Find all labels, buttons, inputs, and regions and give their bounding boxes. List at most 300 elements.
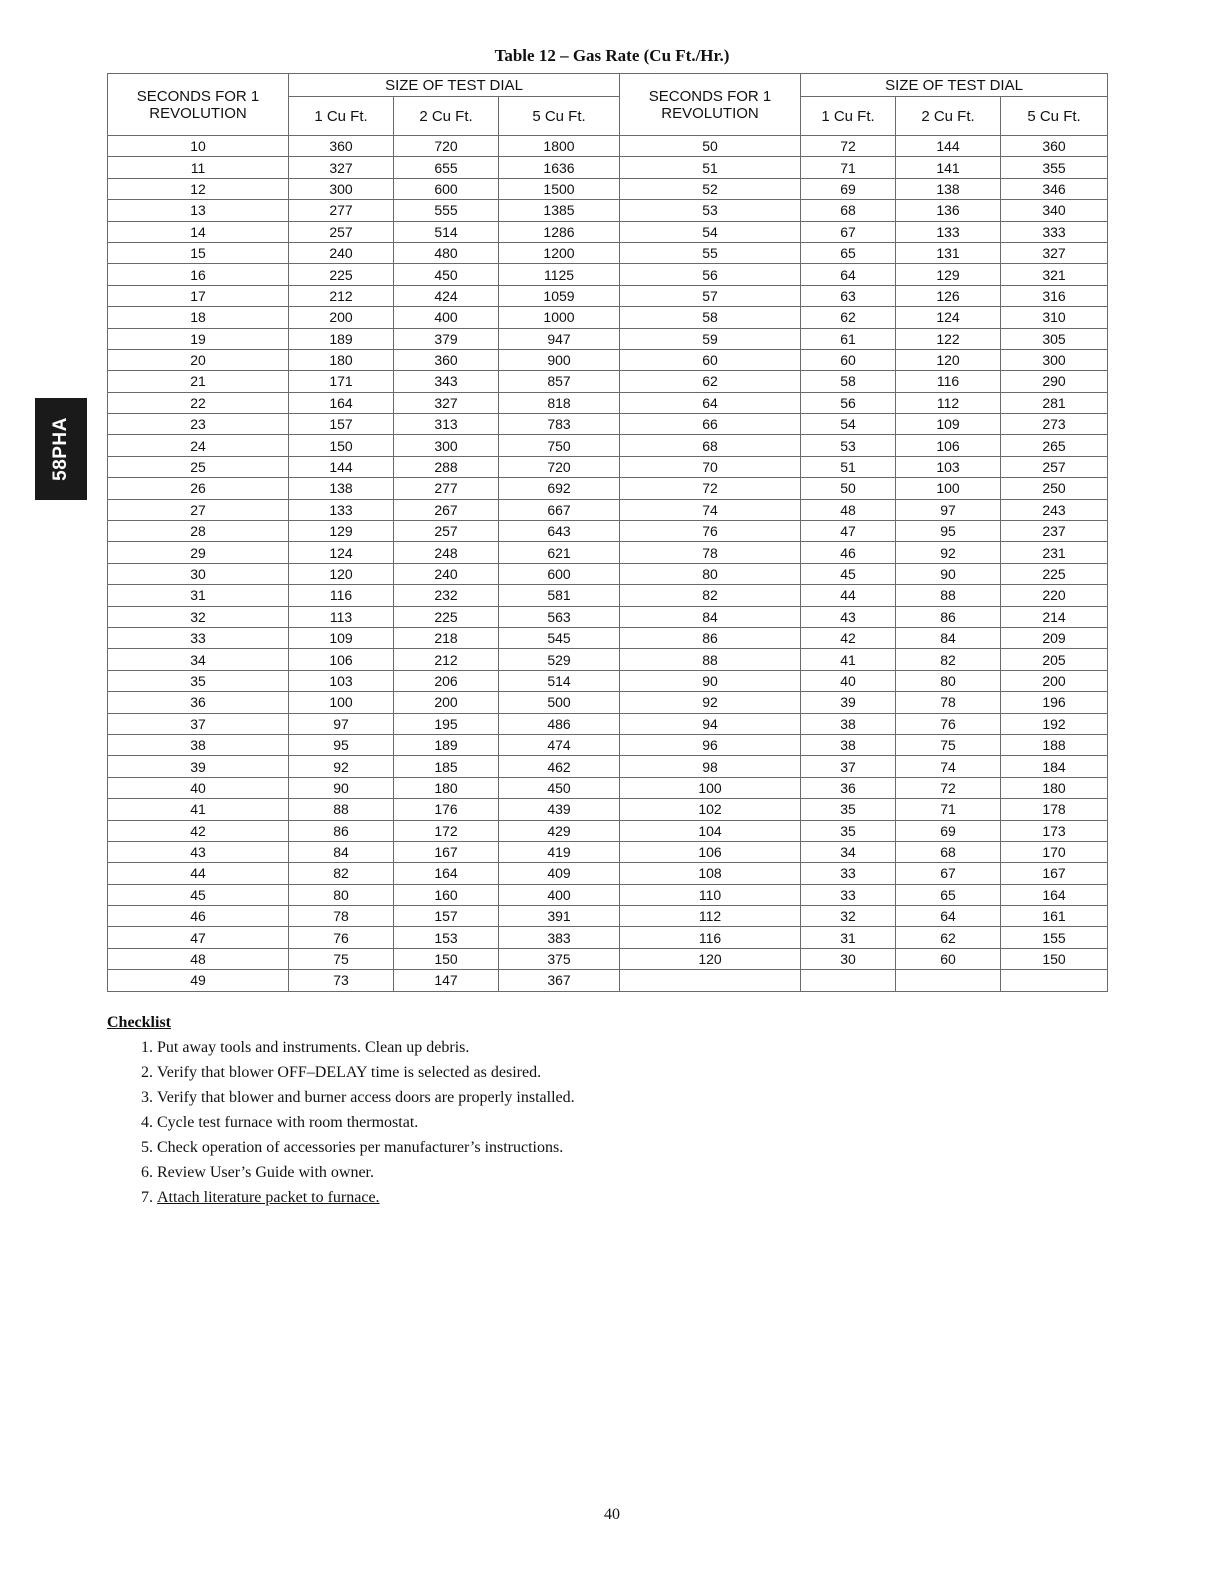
- table-row: [108, 307, 1108, 328]
- table-cell: 110: [620, 884, 801, 905]
- table-cell: 120: [620, 948, 801, 969]
- table-cell: 116: [620, 927, 801, 948]
- table-cell: 300: [289, 178, 394, 199]
- table-cell: [620, 970, 801, 991]
- table-cell: 30: [801, 948, 896, 969]
- table-cell: 150: [1001, 948, 1108, 969]
- table-cell: 33: [801, 863, 896, 884]
- header-test-dial-left: SIZE OF TEST DIAL: [289, 74, 620, 97]
- table-cell: 300: [394, 435, 499, 456]
- gas-rate-table: [107, 73, 1108, 992]
- header-5cuft-left: 5 Cu Ft.: [499, 97, 620, 136]
- table-cell: 41: [801, 649, 896, 670]
- table-row: [108, 264, 1108, 285]
- table-cell: 419: [499, 841, 620, 862]
- header-seconds-right: SECONDS FOR 1 REVOLUTION: [620, 74, 801, 136]
- table-cell: 124: [896, 307, 1001, 328]
- table-cell: 1200: [499, 242, 620, 263]
- table-cell: 643: [499, 521, 620, 542]
- table-cell: 500: [499, 692, 620, 713]
- table-row: [108, 136, 1108, 157]
- table-cell: 346: [1001, 178, 1108, 199]
- table-row: [108, 563, 1108, 584]
- table-cell: 40: [108, 777, 289, 798]
- table-cell: 480: [394, 242, 499, 263]
- table-row: [108, 606, 1108, 627]
- table-cell: 60: [896, 948, 1001, 969]
- table-cell: 555: [394, 200, 499, 221]
- checklist-item: 3. Verify that blower and burner access doors are properly installed.: [157, 1088, 577, 1108]
- table-cell: 42: [801, 627, 896, 648]
- table-row: [108, 863, 1108, 884]
- table-cell: 49: [108, 970, 289, 991]
- table-cell: 189: [394, 734, 499, 755]
- table-row: [108, 970, 1108, 991]
- table-cell: 383: [499, 927, 620, 948]
- table-cell: 195: [394, 713, 499, 734]
- table-cell: 379: [394, 328, 499, 349]
- table-row: [108, 178, 1108, 199]
- table-cell: 409: [499, 863, 620, 884]
- table-cell: 45: [108, 884, 289, 905]
- table-cell: 92: [620, 692, 801, 713]
- table-cell: 66: [620, 414, 801, 435]
- table-cell: 48: [108, 948, 289, 969]
- table-cell: 35: [801, 820, 896, 841]
- table-cell: 180: [394, 777, 499, 798]
- table-cell: 316: [1001, 285, 1108, 306]
- table-cell: 563: [499, 606, 620, 627]
- table-cell: 375: [499, 948, 620, 969]
- table-cell: 160: [394, 884, 499, 905]
- table-cell: 157: [394, 906, 499, 927]
- table-cell: 68: [801, 200, 896, 221]
- table-cell: 71: [801, 157, 896, 178]
- table-body: [108, 136, 1108, 992]
- table-cell: 100: [620, 777, 801, 798]
- checklist-item: 5. Check operation of accessories per manufacturer’s instructions.: [157, 1138, 577, 1158]
- table-cell: 38: [801, 734, 896, 755]
- table-cell: 529: [499, 649, 620, 670]
- checklist-list: [107, 1038, 577, 1208]
- table-cell: 32: [801, 906, 896, 927]
- table-cell: 124: [289, 542, 394, 563]
- table-cell: 31: [108, 585, 289, 606]
- table-cell: 277: [394, 478, 499, 499]
- table-cell: 94: [620, 713, 801, 734]
- table-cell: 167: [1001, 863, 1108, 884]
- table-cell: 53: [620, 200, 801, 221]
- checklist-item: 1. Put away tools and instruments. Clean up debris.: [157, 1038, 577, 1058]
- table-cell: 109: [896, 414, 1001, 435]
- table-cell: 250: [1001, 478, 1108, 499]
- table-cell: 56: [620, 264, 801, 285]
- table-cell: 692: [499, 478, 620, 499]
- table-cell: 18: [108, 307, 289, 328]
- table-cell: 27: [108, 499, 289, 520]
- table-cell: 185: [394, 756, 499, 777]
- table-cell: 439: [499, 799, 620, 820]
- table-cell: 47: [801, 521, 896, 542]
- table-cell: 37: [801, 756, 896, 777]
- table-cell: 514: [499, 670, 620, 691]
- table-cell: 21: [108, 371, 289, 392]
- table-cell: 367: [499, 970, 620, 991]
- table-cell: 29: [108, 542, 289, 563]
- table-cell: 38: [108, 734, 289, 755]
- table-cell: 305: [1001, 328, 1108, 349]
- table-cell: 84: [620, 606, 801, 627]
- table-cell: 80: [289, 884, 394, 905]
- table-cell: 104: [620, 820, 801, 841]
- table-cell: 50: [620, 136, 801, 157]
- table-cell: 35: [801, 799, 896, 820]
- table-cell: 232: [394, 585, 499, 606]
- table-cell: 122: [896, 328, 1001, 349]
- table-cell: 78: [896, 692, 1001, 713]
- table-cell: 38: [801, 713, 896, 734]
- header-seconds-left: SECONDS FOR 1 REVOLUTION: [108, 74, 289, 136]
- checklist-section: [107, 1014, 577, 1213]
- table-row: [108, 627, 1108, 648]
- table-cell: 97: [896, 499, 1001, 520]
- checklist-item: 2. Verify that blower OFF–DELAY time is selected as desired.: [157, 1063, 577, 1083]
- table-cell: 39: [108, 756, 289, 777]
- table-cell: 68: [620, 435, 801, 456]
- table-cell: 69: [801, 178, 896, 199]
- table-row: [108, 371, 1108, 392]
- table-cell: 43: [801, 606, 896, 627]
- table-cell: 112: [896, 392, 1001, 413]
- table-cell: 327: [394, 392, 499, 413]
- table-cell: 209: [1001, 627, 1108, 648]
- table-cell: 1800: [499, 136, 620, 157]
- table-row: [108, 392, 1108, 413]
- table-cell: 67: [801, 221, 896, 242]
- table-cell: 188: [1001, 734, 1108, 755]
- table-cell: 545: [499, 627, 620, 648]
- table-cell: 62: [620, 371, 801, 392]
- table-cell: 57: [620, 285, 801, 306]
- header-5cuft-right: 5 Cu Ft.: [1001, 97, 1108, 136]
- table-cell: 157: [289, 414, 394, 435]
- table-cell: 88: [289, 799, 394, 820]
- table-cell: 73: [289, 970, 394, 991]
- table-cell: 161: [1001, 906, 1108, 927]
- table-cell: 126: [896, 285, 1001, 306]
- table-cell: 360: [289, 136, 394, 157]
- table-cell: 53: [801, 435, 896, 456]
- table-cell: 290: [1001, 371, 1108, 392]
- table-cell: 56: [801, 392, 896, 413]
- table-cell: 343: [394, 371, 499, 392]
- table-cell: 59: [620, 328, 801, 349]
- table-cell: 26: [108, 478, 289, 499]
- table-cell: 90: [620, 670, 801, 691]
- table-cell: 225: [394, 606, 499, 627]
- table-cell: 64: [620, 392, 801, 413]
- table-cell: 355: [1001, 157, 1108, 178]
- table-cell: 11: [108, 157, 289, 178]
- table-cell: 206: [394, 670, 499, 691]
- table-cell: 273: [1001, 414, 1108, 435]
- table-cell: 1059: [499, 285, 620, 306]
- table-cell: 257: [394, 521, 499, 542]
- table-cell: 68: [896, 841, 1001, 862]
- table-cell: 51: [801, 456, 896, 477]
- header-1cuft-left: 1 Cu Ft.: [289, 97, 394, 136]
- table-cell: 248: [394, 542, 499, 563]
- table-cell: 947: [499, 328, 620, 349]
- table-cell: 360: [1001, 136, 1108, 157]
- table-cell: 450: [394, 264, 499, 285]
- table-cell: 33: [801, 884, 896, 905]
- table-row: [108, 799, 1108, 820]
- table-cell: 138: [289, 478, 394, 499]
- table-cell: 84: [289, 841, 394, 862]
- table-cell: 200: [1001, 670, 1108, 691]
- table-cell: 55: [620, 242, 801, 263]
- table-cell: 51: [620, 157, 801, 178]
- table-cell: 176: [394, 799, 499, 820]
- table-cell: 474: [499, 734, 620, 755]
- table-cell: 34: [108, 649, 289, 670]
- table-cell: 20: [108, 349, 289, 370]
- table-cell: 429: [499, 820, 620, 841]
- table-cell: 750: [499, 435, 620, 456]
- table-cell: 129: [896, 264, 1001, 285]
- table-cell: 108: [620, 863, 801, 884]
- table-cell: 327: [1001, 242, 1108, 263]
- header-test-dial-right: SIZE OF TEST DIAL: [801, 74, 1108, 97]
- table-cell: 167: [394, 841, 499, 862]
- table-cell: 200: [289, 307, 394, 328]
- table-cell: 141: [896, 157, 1001, 178]
- table-cell: 120: [896, 349, 1001, 370]
- checklist-item: 6. Review User’s Guide with owner.: [157, 1163, 577, 1183]
- table-cell: 164: [1001, 884, 1108, 905]
- table-cell: 70: [620, 456, 801, 477]
- table-cell: 267: [394, 499, 499, 520]
- table-cell: 150: [394, 948, 499, 969]
- table-cell: 818: [499, 392, 620, 413]
- table-cell: 23: [108, 414, 289, 435]
- table-cell: 74: [620, 499, 801, 520]
- table-row: [108, 285, 1108, 306]
- table-cell: 106: [896, 435, 1001, 456]
- table-cell: 37: [108, 713, 289, 734]
- table-cell: 120: [289, 563, 394, 584]
- table-cell: 60: [620, 349, 801, 370]
- table-cell: 106: [289, 649, 394, 670]
- table-cell: 400: [499, 884, 620, 905]
- table-cell: 42: [108, 820, 289, 841]
- table-cell: [896, 970, 1001, 991]
- table-cell: 88: [896, 585, 1001, 606]
- table-row: [108, 456, 1108, 477]
- table-row: [108, 157, 1108, 178]
- table-cell: 97: [289, 713, 394, 734]
- table-cell: 220: [1001, 585, 1108, 606]
- table-cell: 360: [394, 349, 499, 370]
- table-cell: 44: [801, 585, 896, 606]
- checklist-item: 4. Cycle test furnace with room thermostat.: [157, 1113, 577, 1133]
- table-cell: 60: [801, 349, 896, 370]
- table-cell: 180: [289, 349, 394, 370]
- table-row: [108, 713, 1108, 734]
- table-row: [108, 478, 1108, 499]
- table-cell: 178: [1001, 799, 1108, 820]
- table-cell: 33: [108, 627, 289, 648]
- table-row: [108, 927, 1108, 948]
- table-cell: 78: [620, 542, 801, 563]
- table-cell: 63: [801, 285, 896, 306]
- table-cell: 52: [620, 178, 801, 199]
- table-cell: 164: [394, 863, 499, 884]
- table-row: [108, 649, 1108, 670]
- table-row: [108, 200, 1108, 221]
- table-cell: 31: [801, 927, 896, 948]
- table-cell: 281: [1001, 392, 1108, 413]
- table-row: [108, 521, 1108, 542]
- table-cell: 43: [108, 841, 289, 862]
- table-cell: 189: [289, 328, 394, 349]
- table-cell: 109: [289, 627, 394, 648]
- table-cell: 200: [394, 692, 499, 713]
- table-cell: 900: [499, 349, 620, 370]
- table-cell: 36: [108, 692, 289, 713]
- table-cell: 129: [289, 521, 394, 542]
- table-cell: 133: [896, 221, 1001, 242]
- table-cell: 486: [499, 713, 620, 734]
- table-cell: 92: [289, 756, 394, 777]
- table-cell: 391: [499, 906, 620, 927]
- table-cell: 100: [896, 478, 1001, 499]
- table-cell: 13: [108, 200, 289, 221]
- table-cell: 1500: [499, 178, 620, 199]
- table-cell: 48: [801, 499, 896, 520]
- table-cell: 173: [1001, 820, 1108, 841]
- table-cell: 45: [801, 563, 896, 584]
- table-cell: 76: [620, 521, 801, 542]
- table-cell: 288: [394, 456, 499, 477]
- table-cell: 75: [289, 948, 394, 969]
- table-row: [108, 328, 1108, 349]
- table-title: Table 12 – Gas Rate (Cu Ft./Hr.): [494, 46, 730, 65]
- table-cell: 19: [108, 328, 289, 349]
- table-row: [108, 756, 1108, 777]
- table-cell: 424: [394, 285, 499, 306]
- table-cell: 40: [801, 670, 896, 691]
- table-cell: 28: [108, 521, 289, 542]
- table-cell: 102: [620, 799, 801, 820]
- table-cell: 86: [896, 606, 1001, 627]
- table-cell: 80: [620, 563, 801, 584]
- table-cell: 46: [108, 906, 289, 927]
- table-cell: 100: [289, 692, 394, 713]
- table-cell: 170: [1001, 841, 1108, 862]
- table-cell: 655: [394, 157, 499, 178]
- table-cell: 54: [620, 221, 801, 242]
- table-cell: 25: [108, 456, 289, 477]
- table-cell: 240: [394, 563, 499, 584]
- checklist-item: [157, 1188, 577, 1208]
- checklist-heading: Checklist: [107, 1014, 171, 1031]
- header-2cuft-left: 2 Cu Ft.: [394, 97, 499, 136]
- table-cell: 327: [289, 157, 394, 178]
- table-cell: 257: [289, 221, 394, 242]
- table-row: [108, 435, 1108, 456]
- table-cell: 36: [801, 777, 896, 798]
- table-cell: 237: [1001, 521, 1108, 542]
- table-cell: 113: [289, 606, 394, 627]
- table-cell: 95: [896, 521, 1001, 542]
- table-row: [108, 906, 1108, 927]
- table-cell: 1125: [499, 264, 620, 285]
- table-cell: 32: [108, 606, 289, 627]
- table-cell: 90: [896, 563, 1001, 584]
- table-cell: 34: [801, 841, 896, 862]
- table-cell: [801, 970, 896, 991]
- table-cell: 265: [1001, 435, 1108, 456]
- table-row: [108, 841, 1108, 862]
- table-cell: 12: [108, 178, 289, 199]
- table-cell: 205: [1001, 649, 1108, 670]
- table-cell: 720: [394, 136, 499, 157]
- table-cell: 581: [499, 585, 620, 606]
- table-cell: 300: [1001, 349, 1108, 370]
- table-cell: 192: [1001, 713, 1108, 734]
- table-cell: 64: [896, 906, 1001, 927]
- header-1cuft-right: 1 Cu Ft.: [801, 97, 896, 136]
- table-cell: 106: [620, 841, 801, 862]
- table-cell: 41: [108, 799, 289, 820]
- table-cell: 196: [1001, 692, 1108, 713]
- table-row: [108, 242, 1108, 263]
- table-cell: 462: [499, 756, 620, 777]
- table-cell: 76: [289, 927, 394, 948]
- table-cell: 58: [620, 307, 801, 328]
- table-row: [108, 777, 1108, 798]
- table-cell: 75: [896, 734, 1001, 755]
- checklist-item-text: Attach literature packet to furnace.: [157, 1189, 380, 1206]
- table-cell: 95: [289, 734, 394, 755]
- table-cell: 212: [394, 649, 499, 670]
- table-row: [108, 670, 1108, 691]
- table-cell: 1286: [499, 221, 620, 242]
- table-cell: 72: [896, 777, 1001, 798]
- table-cell: 144: [289, 456, 394, 477]
- table-cell: 667: [499, 499, 620, 520]
- table-cell: 30: [108, 563, 289, 584]
- table-cell: 54: [801, 414, 896, 435]
- table-row: [108, 948, 1108, 969]
- page-number: 40: [604, 1506, 620, 1523]
- table-row: [108, 542, 1108, 563]
- table-row: [108, 499, 1108, 520]
- table-cell: 621: [499, 542, 620, 563]
- table-cell: 39: [801, 692, 896, 713]
- table-cell: 600: [499, 563, 620, 584]
- table-cell: 47: [108, 927, 289, 948]
- table-cell: 61: [801, 328, 896, 349]
- table-cell: 112: [620, 906, 801, 927]
- side-tab: [35, 398, 87, 500]
- table-cell: 22: [108, 392, 289, 413]
- table-cell: 243: [1001, 499, 1108, 520]
- table-cell: 321: [1001, 264, 1108, 285]
- table-cell: 82: [896, 649, 1001, 670]
